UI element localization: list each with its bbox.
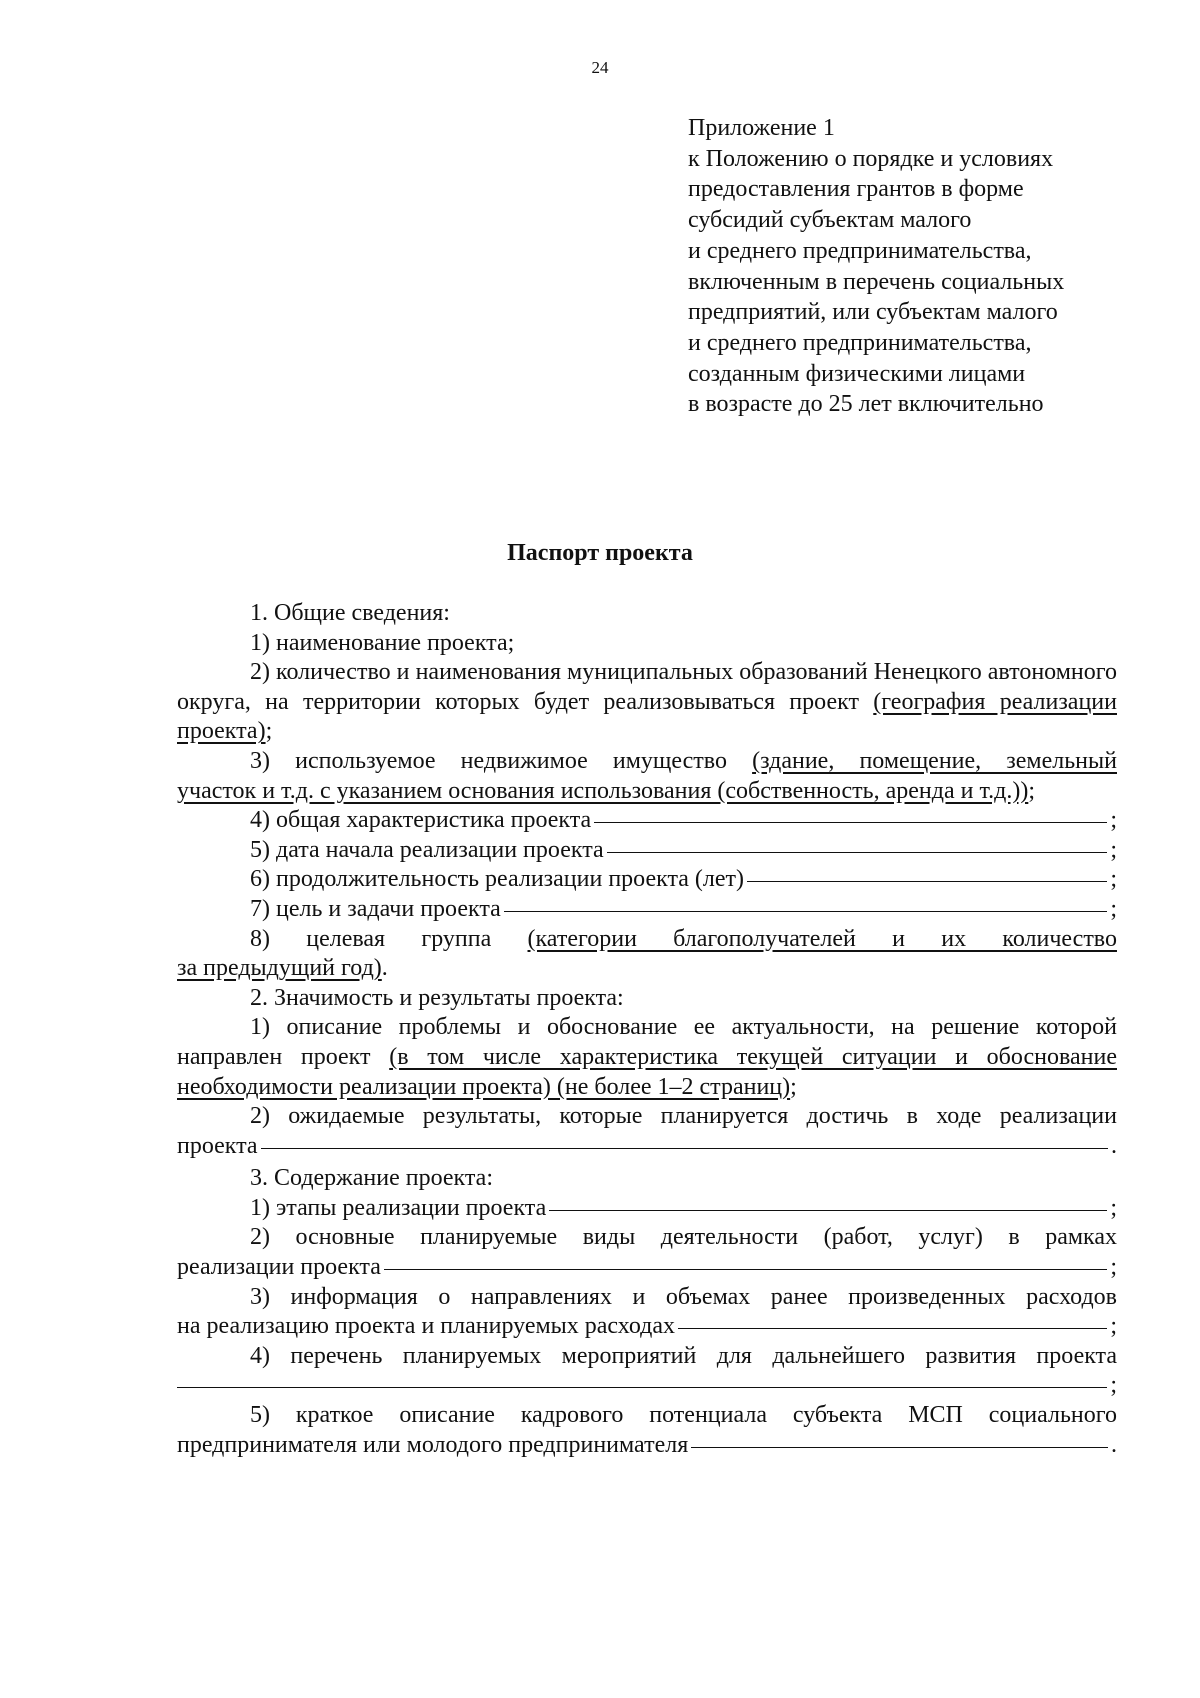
s1-item-8-end: .	[381, 955, 388, 982]
fill-in-line	[594, 822, 1107, 823]
appendix-line: и среднего предпринимательства,	[688, 237, 1032, 264]
fill-in-line	[678, 1328, 1107, 1329]
fill-in-line	[747, 881, 1107, 882]
appendix-block	[688, 113, 1148, 420]
fill-in-line	[504, 911, 1108, 912]
page-number: 24	[591, 58, 609, 77]
s1-item-5	[177, 836, 1117, 866]
appendix-line: в возрасте до 25 лет включительно	[688, 391, 1044, 418]
s3-item-3-line-2	[177, 1312, 1117, 1342]
s1-item-5-label: 5) дата начала реализации проекта	[250, 836, 604, 863]
semicolon: ;	[1110, 895, 1117, 922]
s3-item-5-line-1: 5) краткое описание кадрового потенциала субъекта МСП социального	[250, 1402, 1117, 1429]
s1-item-6-label: 6) продолжительность реализации проекта (лет)	[250, 866, 744, 893]
s3-item-4-line-2	[177, 1371, 1117, 1401]
s1-item-8-line-2	[177, 954, 1117, 984]
s3-item-2-line-2	[177, 1253, 1117, 1283]
document-title: Паспорт проекта	[507, 540, 693, 566]
s1-item-3-underlined-1: (здание, помещение, земельный	[752, 747, 1117, 774]
section-1-heading: 1. Общие сведения:	[250, 600, 450, 626]
s1-item-8-line-1	[177, 925, 1117, 955]
appendix-line: Приложение 1	[688, 115, 835, 141]
s1-item-8-underlined-2: за предыдущий год)	[177, 955, 382, 982]
semicolon: ;	[1110, 1372, 1117, 1399]
s1-item-8-underlined-1: (категории благополучателей и их количество	[527, 925, 1117, 952]
s1-item-2-underlined: (география реализации проекта)	[177, 688, 1117, 745]
s3-item-1-label: 1) этапы реализации проекта	[250, 1194, 547, 1221]
s1-item-2	[177, 658, 1117, 747]
s2-item-2-label: проекта	[177, 1132, 258, 1159]
s2-item-1	[177, 1013, 1117, 1102]
appendix-line: предприятий, или субъектам малого	[688, 299, 1058, 326]
appendix-line: предоставления грантов в форме	[688, 176, 1024, 203]
s3-item-1	[177, 1194, 1117, 1224]
s1-item-3-text: 3) используемое недвижимое имущество	[250, 747, 753, 774]
s1-item-6	[177, 865, 1117, 895]
s2-item-1-underlined: (в том числе характеристика текущей ситуации и обоснование необходимости реализации проекта) (не более 1–2 страниц)	[177, 1043, 1117, 1100]
fill-in-line	[607, 852, 1108, 853]
semicolon: ;	[1110, 1194, 1117, 1221]
s1-item-1: 1) наименование проекта;	[250, 629, 515, 656]
fill-in-line	[384, 1269, 1107, 1270]
s3-item-2-line-1: 2) основные планируемые виды деятельности (работ, услуг) в рамках	[250, 1224, 1117, 1251]
s2-item-2-line-1: 2) ожидаемые результаты, которые планируется достичь в ходе реализации	[250, 1103, 1117, 1130]
s1-item-3-line-1	[177, 747, 1117, 777]
s1-item-3-line-2	[177, 777, 1117, 807]
s1-item-2-text: 2) количество и наименования муниципальных образований Ненецкого автономного округа, на территории которых будет реализовываться проект	[177, 659, 1117, 715]
fill-in-line	[177, 1387, 1107, 1388]
s1-item-7-label: 7) цель и задачи проекта	[250, 895, 501, 922]
s1-item-8-text: 8) целевая группа	[250, 925, 528, 952]
period: .	[1111, 1132, 1117, 1159]
section-3-heading: 3. Содержание проекта:	[250, 1165, 493, 1192]
appendix-line: и среднего предпринимательства,	[688, 329, 1032, 356]
appendix-line: к Положению о порядке и условиях	[688, 145, 1054, 172]
s2-item-2-line-2	[177, 1132, 1117, 1162]
fill-in-line	[261, 1148, 1108, 1149]
s2-item-1-end: ;	[790, 1073, 797, 1100]
semicolon: ;	[1110, 866, 1117, 893]
semicolon: ;	[1110, 836, 1117, 863]
semicolon: ;	[1110, 807, 1117, 834]
section-2-heading: 2. Значимость и результаты проекта:	[250, 984, 624, 1011]
s3-item-3-label: на реализацию проекта и планируемых расходах	[177, 1313, 676, 1340]
document-body	[177, 599, 1117, 1460]
period: .	[1111, 1431, 1117, 1458]
semicolon: ;	[1110, 1254, 1117, 1281]
semicolon: ;	[1110, 1313, 1117, 1340]
s1-item-4	[177, 806, 1117, 836]
s3-item-4-line-1: 4) перечень планируемых мероприятий для дальнейшего развития проекта	[250, 1342, 1117, 1369]
s3-item-5-label: предпринимателя или молодого предпринимателя	[177, 1431, 689, 1458]
s2-item-1-text: 1) описание проблемы и обоснование ее актуальности, на решение которой направлен проект	[177, 1014, 1117, 1070]
s1-item-3-end: ;	[1028, 777, 1035, 804]
s1-item-7	[177, 895, 1117, 925]
s1-item-4-label: 4) общая характеристика проекта	[250, 807, 592, 834]
appendix-line: включенным в перечень социальных	[688, 268, 1065, 295]
appendix-line: субсидий субъектам малого	[688, 207, 972, 234]
fill-in-line	[549, 1210, 1107, 1211]
s3-item-2-label: реализации проекта	[177, 1254, 381, 1281]
s1-item-3-underlined-2: участок и т.д. с указанием основания использования (собственность, аренда и т.д.))	[177, 777, 1029, 804]
appendix-line: созданным физическими лицами	[688, 360, 1026, 387]
s3-item-5-line-2	[177, 1431, 1117, 1461]
s1-item-2-end: ;	[265, 718, 273, 745]
s3-item-3-line-1: 3) информация о направлениях и объемах ранее произведенных расходов	[250, 1283, 1117, 1310]
fill-in-line	[691, 1447, 1108, 1448]
